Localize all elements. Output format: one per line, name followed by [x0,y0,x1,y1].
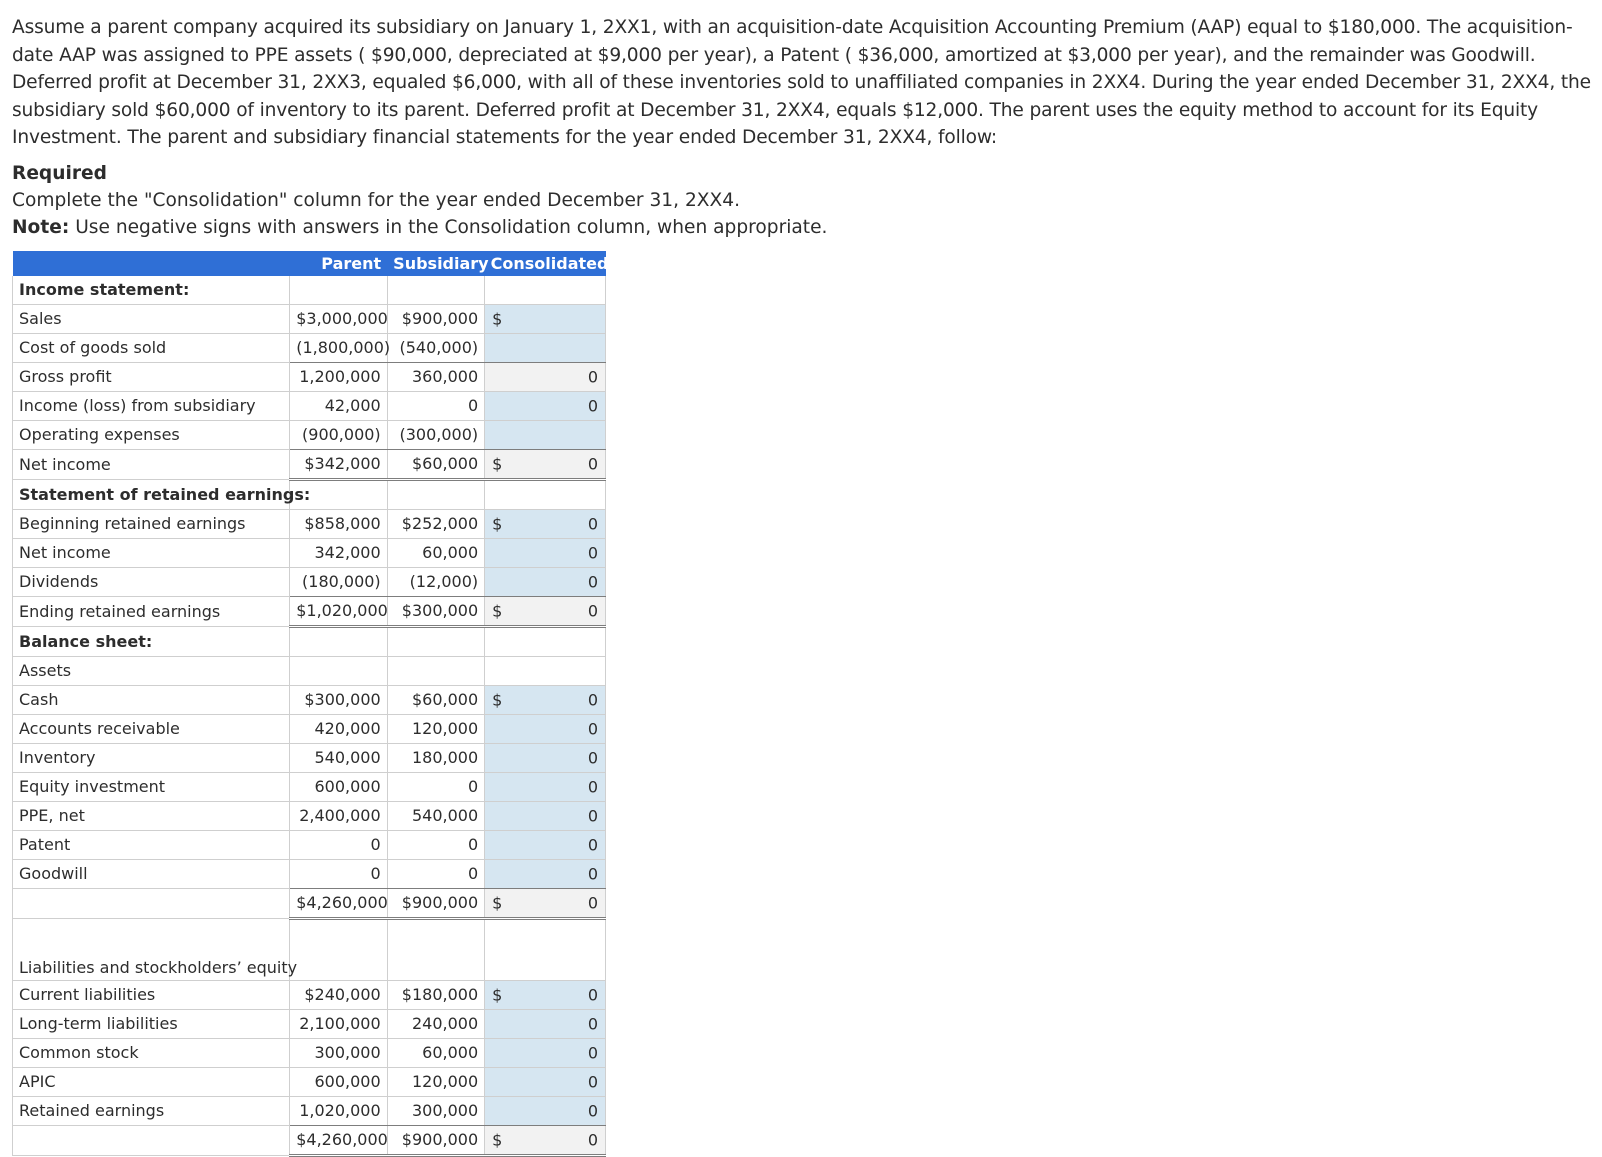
row-label: Patent [13,830,290,859]
consolidated-input[interactable] [485,772,606,801]
subsidiary-value [387,626,484,656]
row-label: PPE, net [13,801,290,830]
table-row [13,772,606,801]
parent-value: 600,000 [290,772,387,801]
subsidiary-value: $900,000 [387,1125,484,1155]
consolidated-value: 0 [587,1130,598,1150]
row-label: Statement of retained earnings: [13,479,290,509]
subsidiary-value: 120,000 [387,1067,484,1096]
table-row [13,333,606,362]
parent-value [290,626,387,656]
subsidiary-value [387,918,484,980]
consolidated-value: 0 [587,777,598,797]
consolidated-value: 0 [587,985,598,1005]
parent-value: (180,000) [290,567,387,596]
consolidation-worksheet [12,251,609,1157]
dollar-sign: $ [492,309,503,329]
consolidated-input[interactable] [485,801,606,830]
table-row [13,888,606,918]
parent-value: 540,000 [290,743,387,772]
consolidated-value: 0 [587,690,598,710]
table-row [13,509,606,538]
table-row [13,276,606,305]
worksheet-body [13,276,606,1156]
dollar-sign: $ [492,514,503,534]
consolidated-input[interactable] [485,1067,606,1096]
parent-value [290,656,387,685]
row-label: Inventory [13,743,290,772]
subsidiary-value: (12,000) [387,567,484,596]
consolidated-input[interactable] [485,743,606,772]
consolidated-input[interactable] [485,304,606,333]
dollar-sign: $ [492,985,503,1005]
problem-description: Assume a parent company acquired its subsidiary on January 1, 2XX1, with an acquisition-date Acquisition Accounting Premium (AAP) equal to $180,000. The acquisition-date AAP was assigned to PPE assets ( $90,000, depreciated at $9,000 per year), a Patent ( $36,000, amortized at $3,000 per year), and the remainder was Goodwill. Deferred profit at December 31, 2XX3, equaled $6,000, with all of these inventories sold to unaffiliated companies in 2XX4. During the year ended December 31, 2XX4, the subsidiary sold $60,000 of inventory to its parent. Deferred profit at December 31, 2XX4, equals $12,000. The parent uses the equity method to account for its Equity Investment. The parent and subsidiary financial statements for the year ended December 31, 2XX4, follow: [12,17,1591,149]
table-row [13,479,606,509]
parent-value: 342,000 [290,538,387,567]
subsidiary-value: $300,000 [387,596,484,626]
subsidiary-value: (540,000) [387,333,484,362]
header-consolidated: Consolidated [485,251,606,276]
row-label: Cost of goods sold [13,333,290,362]
consolidated-value: 0 [587,454,598,474]
note-text: Use negative signs with answers in the Consolidation column, when appropriate. [69,216,828,238]
subsidiary-value: $60,000 [387,685,484,714]
dollar-sign: $ [492,690,503,710]
dollar-sign: $ [492,454,503,474]
note-label: Note: [12,216,70,238]
consolidated-value: 0 [587,1014,598,1034]
parent-value: $4,260,000 [290,1125,387,1155]
subsidiary-value: 300,000 [387,1096,484,1125]
consolidated-input[interactable] [485,1096,606,1125]
subsidiary-value: (300,000) [387,420,484,449]
consolidated-input[interactable] [485,391,606,420]
table-row [13,980,606,1009]
subsidiary-value: 0 [387,772,484,801]
table-row [13,538,606,567]
subsidiary-value: 240,000 [387,1009,484,1038]
consolidated-input[interactable] [485,333,606,362]
parent-value: 1,020,000 [290,1096,387,1125]
dollar-sign: $ [492,893,503,913]
parent-value: 42,000 [290,391,387,420]
consolidated-input[interactable] [485,685,606,714]
table-row [13,1125,606,1155]
parent-value: $858,000 [290,509,387,538]
row-label: Assets [13,656,290,685]
header-label [13,251,290,276]
subsidiary-value [387,276,484,305]
consolidated-total [485,596,606,626]
consolidated-total [485,1125,606,1155]
consolidated-cell [485,918,606,980]
row-label: Beginning retained earnings [13,509,290,538]
table-row [13,1009,606,1038]
subsidiary-value: $900,000 [387,304,484,333]
table-row [13,685,606,714]
header-parent: Parent [290,251,387,276]
consolidated-value: 0 [587,1043,598,1063]
parent-value: $240,000 [290,980,387,1009]
subsidiary-value: 540,000 [387,801,484,830]
table-row [13,743,606,772]
consolidated-total [485,888,606,918]
consolidated-value: 0 [587,719,598,739]
consolidated-cell [485,276,606,305]
row-label [13,888,290,918]
table-row [13,1038,606,1067]
row-label: Liabilities and stockholders’ equity [13,918,290,980]
consolidated-total [485,449,606,479]
subsidiary-value: $60,000 [387,449,484,479]
row-label: Goodwill [13,859,290,888]
consolidated-cell [485,656,606,685]
consolidated-input[interactable] [485,538,606,567]
parent-value: 2,100,000 [290,1009,387,1038]
consolidated-value: 0 [587,806,598,826]
row-label: Equity investment [13,772,290,801]
consolidated-input[interactable] [485,859,606,888]
subsidiary-value: 0 [387,830,484,859]
parent-value: 0 [290,859,387,888]
parent-value: $300,000 [290,685,387,714]
parent-value: 2,400,000 [290,801,387,830]
consolidated-value: 0 [587,835,598,855]
row-label: Long-term liabilities [13,1009,290,1038]
row-label: Gross profit [13,362,290,391]
consolidated-input[interactable] [485,509,606,538]
row-label: Balance sheet: [13,626,290,656]
row-label: Sales [13,304,290,333]
table-row [13,1096,606,1125]
row-label: APIC [13,1067,290,1096]
worksheet-header-row [13,251,606,276]
row-label: Current liabilities [13,980,290,1009]
subsidiary-value: $252,000 [387,509,484,538]
parent-value: 1,200,000 [290,362,387,391]
subsidiary-value: $900,000 [387,888,484,918]
table-row [13,830,606,859]
consolidated-input[interactable] [485,714,606,743]
consolidated-value: 0 [587,1072,598,1092]
table-row [13,626,606,656]
table-row [13,859,606,888]
table-row [13,420,606,449]
required-instruction: Complete the "Consolidation" column for the year ended December 31, 2XX4. [12,189,740,211]
consolidated-value: 0 [587,1101,598,1121]
row-label: Operating expenses [13,420,290,449]
consolidated-value: 0 [587,572,598,592]
consolidated-total [485,362,606,391]
consolidated-input[interactable] [485,420,606,449]
table-row [13,567,606,596]
parent-value: 600,000 [290,1067,387,1096]
consolidated-input[interactable] [485,980,606,1009]
table-row [13,304,606,333]
consolidated-cell [485,479,606,509]
row-label: Net income [13,449,290,479]
parent-value: 420,000 [290,714,387,743]
consolidated-value: 0 [587,396,598,416]
subsidiary-value: 360,000 [387,362,484,391]
subsidiary-value: 120,000 [387,714,484,743]
table-row [13,918,606,980]
note-line [12,214,1590,241]
subsidiary-value: 0 [387,391,484,420]
row-label [13,1125,290,1155]
row-label: Dividends [13,567,290,596]
parent-value: $1,020,000 [290,596,387,626]
subsidiary-value: $180,000 [387,980,484,1009]
parent-value: $342,000 [290,449,387,479]
consolidated-input[interactable] [485,1009,606,1038]
parent-value [290,918,387,980]
row-label: Ending retained earnings [13,596,290,626]
consolidated-cell [485,626,606,656]
row-label: Income (loss) from subsidiary [13,391,290,420]
subsidiary-value: 60,000 [387,538,484,567]
row-label: Common stock [13,1038,290,1067]
parent-value: 300,000 [290,1038,387,1067]
consolidated-input[interactable] [485,567,606,596]
row-label: Income statement: [13,276,290,305]
table-row [13,362,606,391]
consolidated-value: 0 [587,601,598,621]
table-row [13,801,606,830]
row-label: Accounts receivable [13,714,290,743]
header-subsidiary: Subsidiary [387,251,484,276]
required-heading: Required [12,162,107,184]
subsidiary-value: 180,000 [387,743,484,772]
subsidiary-value: 60,000 [387,1038,484,1067]
table-row [13,449,606,479]
parent-value: $4,260,000 [290,888,387,918]
table-row [13,1067,606,1096]
consolidated-input[interactable] [485,1038,606,1067]
consolidated-input[interactable] [485,830,606,859]
dollar-sign: $ [492,601,503,621]
parent-value [290,276,387,305]
dollar-sign: $ [492,1130,503,1150]
subsidiary-value: 0 [387,859,484,888]
consolidated-value: 0 [587,864,598,884]
consolidated-value: 0 [587,748,598,768]
subsidiary-value [387,479,484,509]
parent-value: (900,000) [290,420,387,449]
parent-value: (1,800,000) [290,333,387,362]
table-row [13,714,606,743]
consolidated-value: 0 [587,514,598,534]
table-row [13,596,606,626]
row-label: Retained earnings [13,1096,290,1125]
table-row [13,656,606,685]
subsidiary-value [387,656,484,685]
parent-value: $3,000,000 [290,304,387,333]
row-label: Net income [13,538,290,567]
consolidated-value: 0 [587,543,598,563]
table-row [13,391,606,420]
consolidated-value: 0 [587,367,598,387]
parent-value: 0 [290,830,387,859]
row-label: Cash [13,685,290,714]
consolidated-value: 0 [587,893,598,913]
